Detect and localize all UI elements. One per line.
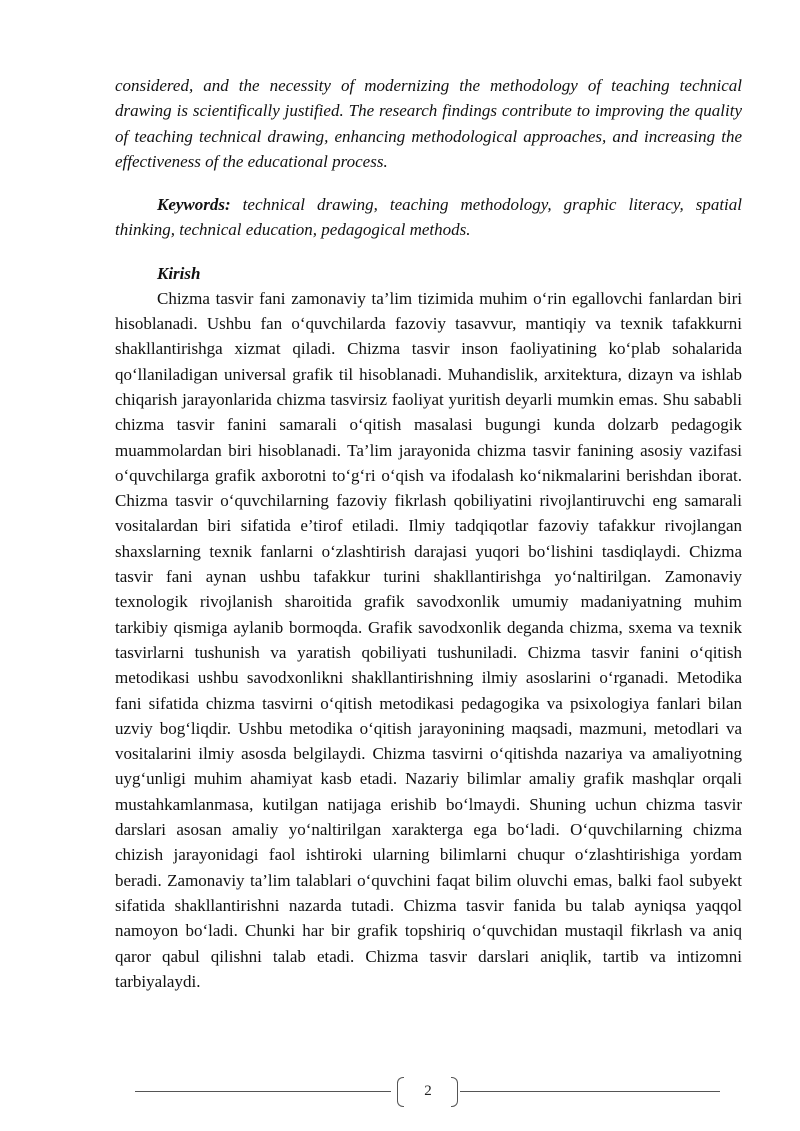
keywords-text: technical drawing, teaching methodology, graphic literacy, spatial thinking, technical education, pedagogical methods. [115, 195, 742, 240]
abstract-paragraph: considered, and the necessity of modernizing the methodology of teaching technical drawing is scientifically justified. The research findings contribute to improving the quality of teaching technical drawing, enhancing methodological approaches, and increasing the effectiveness of the educational process. [115, 76, 742, 171]
keywords-label: Keywords: [157, 195, 231, 215]
footer-rule-right [460, 1091, 720, 1092]
footer-rule-left [135, 1091, 391, 1092]
section-heading: Kirish [157, 263, 201, 283]
page-footer [135, 1077, 720, 1107]
page-number: 2 [424, 1083, 432, 1099]
footer-brace-right [451, 1077, 458, 1107]
keywords-paragraph [115, 192, 742, 243]
page-content [115, 73, 742, 994]
footer-brace-left [397, 1077, 404, 1107]
body-paragraph: Chizma tasvir fani zamonaviy ta’lim tizimida muhim o‘rin egallovchi fanlardan biri hisoblanadi. Ushbu fan o‘quvchilarda fazoviy tasavvur, mantiqiy va texnik tafakkurni shakllantirishga xizmat qiladi. Chizma tasvir inson faoliyatining ko‘plab sohalarida qo‘llaniladigan universal grafik til hisoblanadi. Muhandislik, arxitektura, dizayn va ishlab chiqarish jarayonlarida chizma tasvirsiz faoliyat yuritish deyarli mumkin emas. Shu sababli chizma tasvir fanini samarali o‘qitish masalasi bugungi kunda dolzarb pedagogik muammolardan biri hisoblanadi. Ta’lim jarayonida chizma tasvir fanining asosiy vazifasi o‘quvchilarga grafik axborotni to‘g‘ri o‘qish va ifodalash ko‘nikmalarini berishdan iborat. Chizma tasvir o‘quvchilarning fazoviy fikrlash qobiliyatini rivojlantiruvchi eng samarali vositalardan biri sifatida e’tirof etiladi. Ilmiy tadqiqotlar fazoviy tafakkur rivojlangan shaxslarning texnik fanlarni o‘zlashtirish darajasi yuqori bo‘lishini tasdiqlaydi. Chizma tasvir fani aynan ushbu tafakkur turini shakllantirishga yo‘naltirilgan. Zamonaviy texnologik rivojlanish sharoitida grafik savodxonlik umumiy madaniyatning muhim tarkibiy qismiga aylanib bormoqda. Grafik savodxonlik deganda chizma, sxema va texnik tasvirlarni tushunish va yaratish qobiliyati tushuniladi. Chizma tasvir fanini o‘qitish metodikasi ushbu savodxonlikni shakllantirishning ilmiy asoslarini o‘rganadi. Metodika fani sifatida chizma tasvirni o‘qitish metodikasi pedagogika va psixologiya fanlari bilan uzviy bog‘liqdir. Ushbu metodika o‘qitish jarayonining maqsadi, mazmuni, metodlari va vositalarini ilmiy asosda belgilaydi. Chizma tasvirni o‘qitishda nazariya va amaliyotning uyg‘unligi muhim ahamiyat kasb etadi. Nazariy bilimlar amaliy grafik mashqlar orqali mustahkamlanmasa, kutilgan natijaga erishib bo‘lmaydi. Shuning uchun chizma tasvir darslari asosan amaliy yo‘naltirilgan xarakterga ega bo‘ladi. O‘quvchilarning chizma chizish jarayonidagi faol ishtiroki ularning bilimlarni chuqur o‘zlashtirishiga yordam beradi. Zamonaviy ta’lim talablari o‘quvchini faqat bilim oluvchi emas, balki faol subyekt sifatida shakllantirishni nazarda tutadi. Chizma tasvir fanida bu talab ayniqsa yaqqol namoyon bo‘ladi. Chunki har bir grafik topshiriq o‘quvchidan mustaqil fikrlash va aniq qaror qabul qilishni talab etadi. Chizma tasvir darslari aniqlik, tartib va intizomni tarbiyalaydi. [115, 288, 742, 991]
